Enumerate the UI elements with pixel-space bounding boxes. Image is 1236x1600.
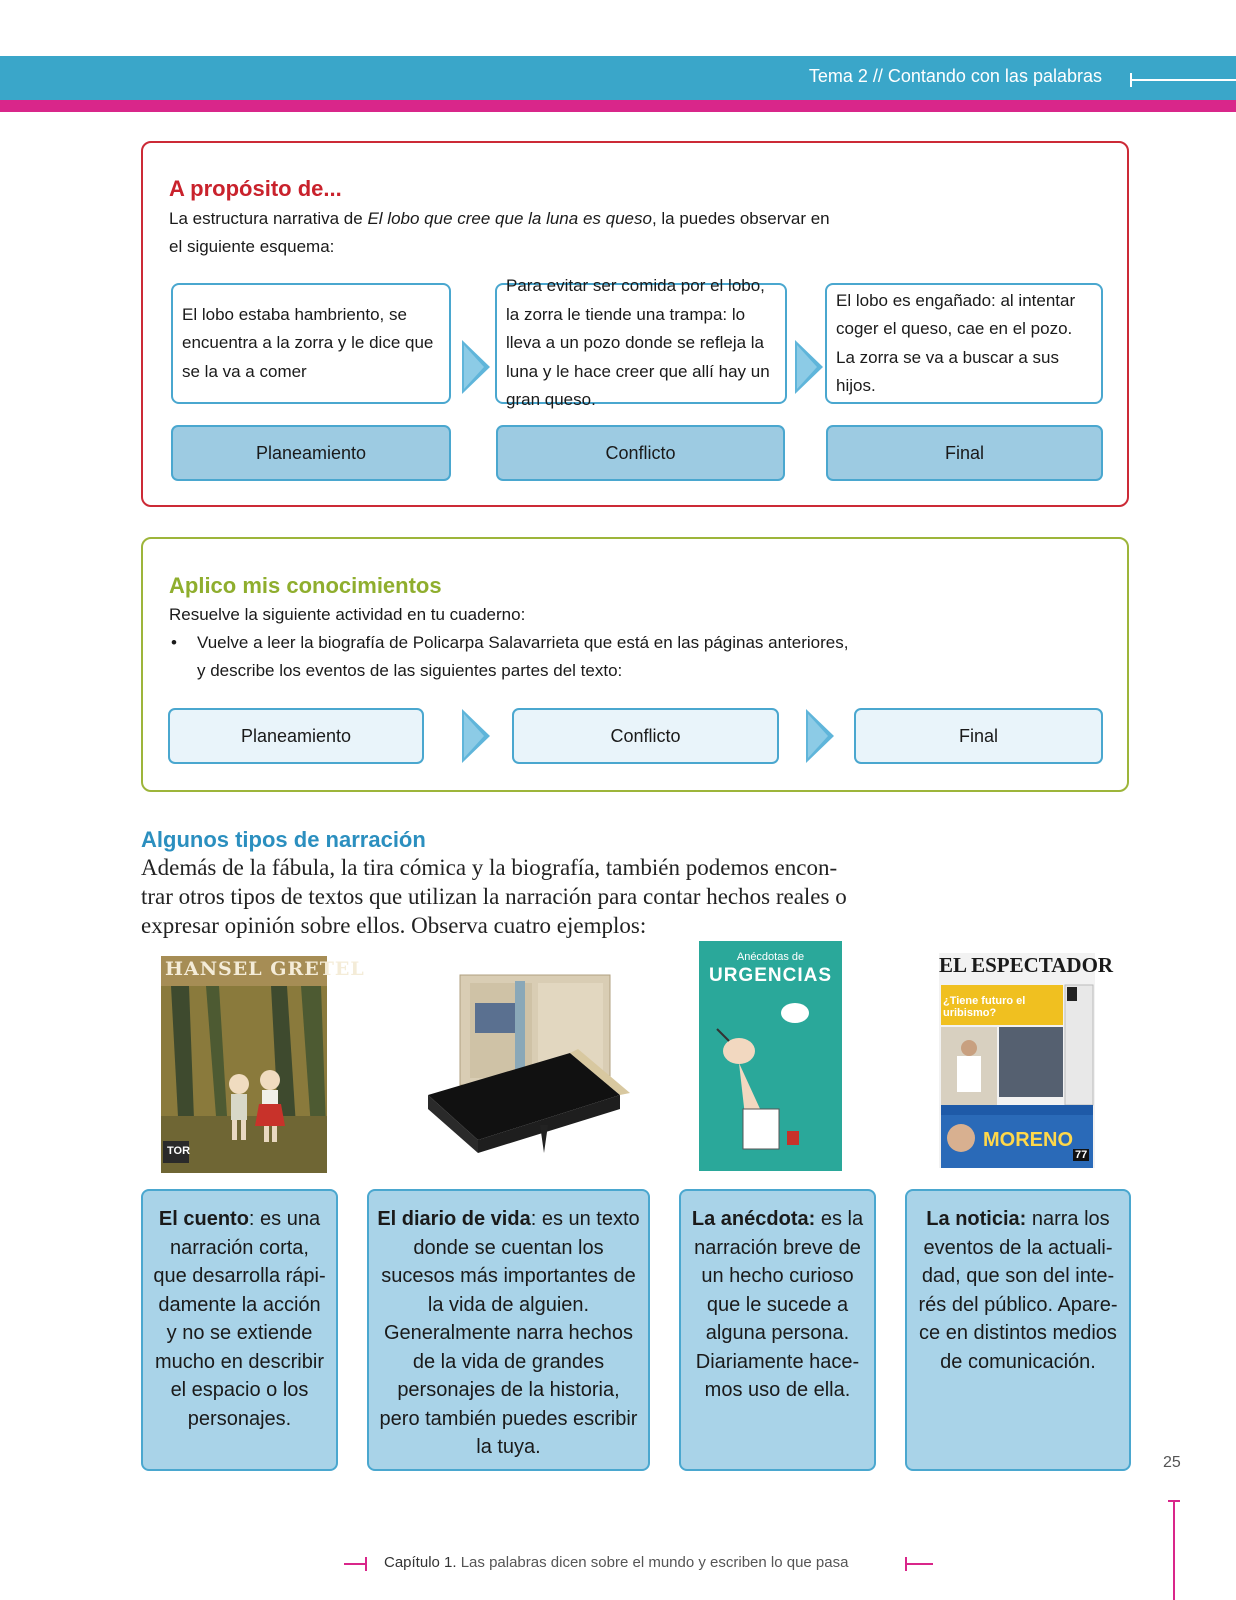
anecdota-card-text: es la narración breve de un hecho curioso que le sucede a alguna persona. Diariamente hace-mos uso de ella.	[694, 1208, 864, 1401]
diario-book-image	[420, 975, 640, 1155]
proposito-title: A propósito de...	[169, 176, 342, 201]
footer-line-left	[344, 1563, 366, 1565]
arrow-icon	[806, 709, 834, 763]
planeamiento-label: Planeamiento	[171, 425, 451, 481]
footer	[384, 1554, 848, 1571]
aplico-bullet-line1: Vuelve a leer la biografía de Policarpa Salavarrieta que está en las páginas anteriores,	[197, 633, 849, 652]
hansel-gretel-title: HANSEL GRETEL	[165, 958, 365, 980]
cuento-card	[141, 1189, 338, 1471]
proposito-intro-line1: La estructura narrativa de El lobo que cree que la luna es queso, la puedes observar en	[169, 209, 830, 228]
conflicto-text-box: Para evitar ser comida por el lobo, la zorra le tiende una trampa: lo lleva a un pozo donde se refleja la luna y le hace creer que allí hay un gran queso.	[495, 283, 787, 404]
header-stripe	[0, 100, 1236, 112]
header-line	[1132, 79, 1236, 81]
espectador-headline: ¿Tiene futuro el uribismo?	[943, 995, 1026, 1019]
page-marker-line	[1173, 1500, 1175, 1600]
noticia-card-term: La noticia:	[926, 1208, 1027, 1230]
espectador-number: 77	[1075, 1149, 1088, 1161]
page-number: 25	[1163, 1454, 1181, 1471]
diario-card	[367, 1189, 650, 1471]
anecdota-card	[679, 1189, 876, 1471]
urgencias-small-title: Anécdotas de	[736, 951, 805, 963]
arrow-icon	[462, 340, 490, 394]
arrow-icon	[795, 340, 823, 394]
aplico-instruction: Resuelve la siguiente actividad en tu cuaderno:	[169, 605, 526, 624]
tipos-body-line: Además de la fábula, la tira cómica y la biografía, también podemos encon-	[141, 855, 838, 880]
tipos-title: Algunos tipos de narración	[141, 827, 426, 852]
diario-card-text: : es un texto donde se cuentan los sucesos más importantes de la vida de alguien. Generalmente narra hechos de la vida de grandes personajes de la historia, pero también puedes escribir la tuya.	[379, 1208, 640, 1458]
footer-chapter: Capítulo 1.	[384, 1554, 457, 1571]
planeamiento-text-box: El lobo estaba hambriento, se encuentra a la zorra y le dice que se la va a comer	[171, 283, 451, 404]
el-espectador-newspaper-image	[939, 953, 1114, 1168]
aplico-title: Aplico mis conocimientos	[169, 573, 442, 598]
diario-book-illustration	[420, 975, 640, 1155]
conflicto-label: Conflicto	[496, 425, 785, 481]
proposito-intro-line2: el siguiente esquema:	[169, 237, 335, 256]
urgencias-illustration	[699, 941, 842, 1171]
noticia-card	[905, 1189, 1131, 1471]
noticia-card-text: narra los eventos de la actuali-dad, que son del inte-rés del público. Apare-ce en distintos medios de comunicación.	[918, 1208, 1118, 1373]
espectador-title: EL ESPECTADOR	[939, 953, 1114, 977]
arrow-icon	[462, 709, 490, 763]
aplico-bullet-line2: y describe los eventos de las siguientes partes del texto:	[197, 661, 623, 680]
cuento-card-term: El cuento	[158, 1208, 249, 1230]
urgencias-big-title: URGENCIAS	[708, 965, 832, 986]
anecdota-card-term: La anécdota:	[691, 1208, 816, 1230]
cuento-card-text: : es una narración corta, que desarrolla rápi-damente la acción y no se extiende mucho en describir el espacio o los personajes.	[153, 1208, 326, 1430]
aplico-conflicto-label: Conflicto	[512, 708, 779, 764]
hansel-gretel-badge: TOR	[167, 1145, 191, 1157]
footer-text: Las palabras dicen sobre el mundo y escriben lo que pasa	[456, 1554, 849, 1571]
final-text-box: El lobo es engañado: al intentar coger el queso, cae en el pozo. La zorra se va a buscar a sus hijos.	[825, 283, 1103, 404]
tipos-body	[141, 853, 901, 940]
tipos-body-line: expresar opinión sobre ellos. Observa cuatro ejemplos:	[141, 913, 647, 938]
hansel-gretel-illustration	[161, 956, 327, 1173]
aplico-final-label: Final	[854, 708, 1103, 764]
tipos-body-line: trar otros tipos de textos que utilizan la narración para contar hechos reales o	[141, 884, 847, 909]
espectador-bottom-headline: MORENO	[983, 1129, 1073, 1151]
bullet-icon: •	[171, 633, 177, 652]
anecdotas-urgencias-cover-image	[699, 941, 842, 1171]
final-label: Final	[826, 425, 1103, 481]
hansel-gretel-cover-image	[161, 956, 365, 1173]
diario-card-term: El diario de vida	[377, 1208, 531, 1230]
aplico-planeamiento-label: Planeamiento	[168, 708, 424, 764]
footer-line-right	[905, 1563, 933, 1565]
header-title: Tema 2 // Contando con las palabras	[808, 66, 1102, 86]
